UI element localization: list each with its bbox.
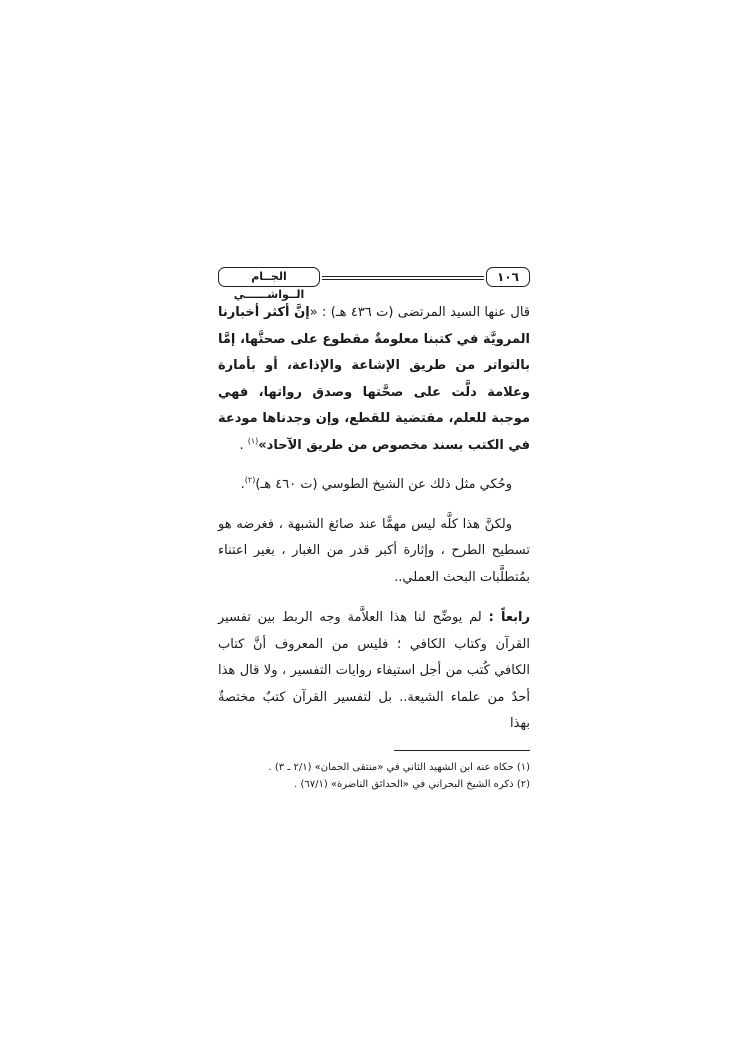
p1-close: » [258, 437, 267, 453]
p2-end: . [240, 477, 245, 492]
p1-quote: إنَّ أكثر أخبارنا المرويَّة في كتبنا معلومةٌ مقطوع على صحتَّها، إمَّا بالتواتر من طريق الإشاعة والإذاعة، أو بأمارة وعلامة دلَّت على صحَّتها وصدق رواتها، فهي موجبة للعلم، مقتضية للقطع، وإن وجدناها مودعة في الكتب بسند مخصوص من طريق الآحاد [218, 305, 530, 453]
header-rule [322, 276, 484, 277]
running-title: الجــام الــواشــــــي [218, 267, 320, 287]
footnotes [218, 759, 530, 793]
p1-intro: قال عنها السيد المرتضى (ت ٤٣٦ هـ) : « [309, 305, 531, 320]
header-rule-inner [322, 279, 484, 280]
p1-end: . [239, 437, 248, 453]
paragraph-objection [218, 512, 530, 592]
paragraph-tusi [218, 472, 530, 499]
book-page [218, 262, 530, 793]
footnote-1: (١) حكاه عنه ابن الشهيد الثاني في «منتقى الجمان» (٢/١ ـ ٣) . [268, 761, 530, 773]
paragraph-fourthly [218, 605, 530, 738]
paragraph-murtada [218, 300, 530, 459]
p2-text: وحُكي مثل ذلك عن الشيخ الطوسي (ت ٤٦٠ هـ) [255, 477, 512, 492]
footnote-ref-1[interactable]: (١) [247, 436, 259, 446]
footnote-ref-2[interactable]: (٢) [244, 475, 256, 485]
footnote-separator [394, 750, 530, 751]
p4-text: لم يوضِّح لنا هذا العلاَّمة وجه الربط بين تفسير القرآن وكتاب الكافي ؛ فليس من المعروف أنَّ كتاب الكافي كُتب من أجل استيفاء روايات التفسير ، ولا قال هذا أحدٌ من علماء الشيعة.. بل لتفسير القرآن كتبٌ مختصةٌ بهذا [218, 610, 530, 731]
page-number: ١٠٦ [486, 267, 530, 287]
p4-lead: رابعاً : [488, 610, 530, 625]
page-header [218, 262, 530, 301]
p3-text: ولكنَّ هذا كلَّه ليس مهمًّا عند صائغ الشبهة ، فغرضه هو تسطيح الطرح ، وإثارة أكبر قدر من الغبار ، بغير اعتناء بمُتطلَّبات البحث العملي.. [218, 516, 530, 585]
footnote-2: (٢) ذكره الشيخ البحراني في «الحدائق الناضرة» (٦٧/١) . [294, 778, 530, 790]
